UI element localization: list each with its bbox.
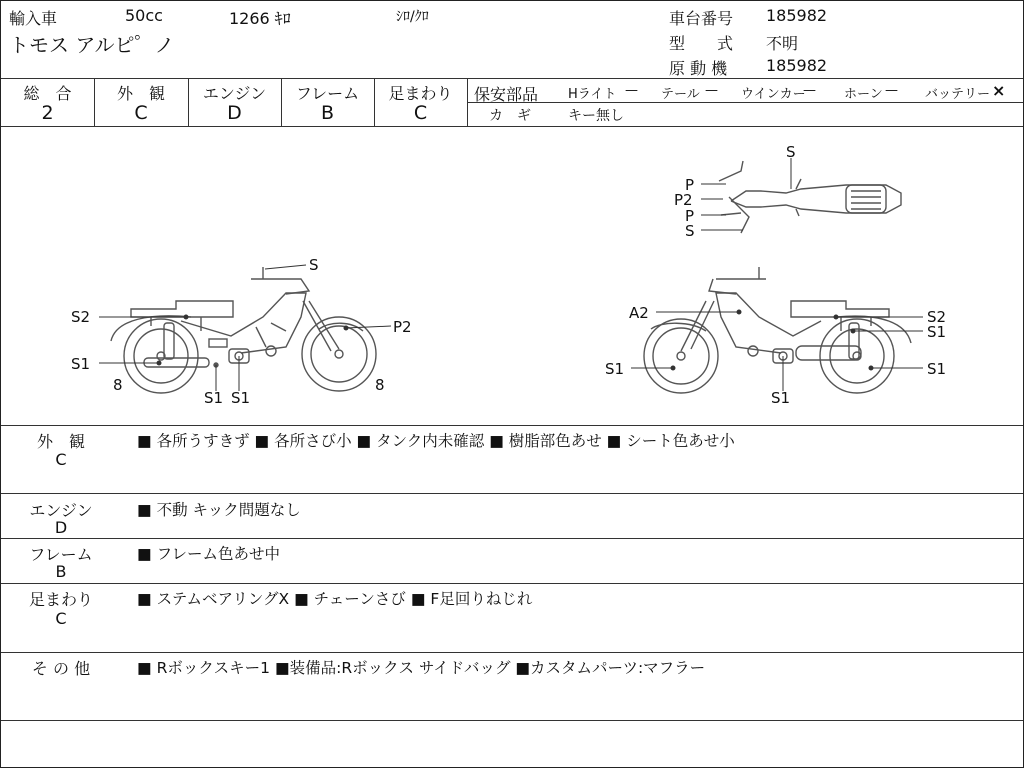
safety-item-horn: ホーン [844,87,883,102]
label-left-p2-front: P2 [393,318,412,336]
label-top-s: S [786,143,796,161]
section-grade-engine: D [54,518,68,537]
grade-label-overall: 総 合 [23,84,72,103]
label-right-s1-shock: S1 [927,323,947,341]
label-left-s2-seat: S2 [71,308,91,326]
safety-item-tail: テール [661,87,700,102]
safety-item-winker: ウインカー [741,87,806,102]
label-right-s1-rear: S1 [927,360,947,378]
grade-value-exterior: C [134,102,148,124]
safety-item-battery: バッテリー [925,87,991,102]
label-top-s-lower: S [685,222,695,240]
left-bike-drawing [111,267,376,393]
grade-value-frame: B [320,102,335,124]
safety-status-horn: — [885,83,898,98]
label-top-p2: P2 [674,191,693,209]
safety-item-headlight: Hライト [568,87,617,102]
safety-label: 保安部品 [474,85,539,104]
label-left-8-rear: 8 [113,376,123,394]
label-right-s1-engine: S1 [771,389,791,407]
section-label-suspension: 足まわり [28,590,93,609]
grade-label-frame: フレーム [295,84,360,103]
key-value: キー無し [568,108,624,124]
section-label-other: そ の 他 [31,659,91,678]
mileage: 1266 ｷﾛ [229,9,291,28]
section-notes-engine: ■ 不動 キック問題なし [137,501,301,519]
label-left-8-front: 8 [375,376,385,394]
divider [1,538,1023,539]
displacement: 50cc [125,6,163,25]
frame-no-label: 車台番号 [669,9,734,28]
grade-label-suspension: 足まわり [388,84,453,103]
section-label-exterior: 外 観 [36,432,85,451]
label-right-s2-seat: S2 [927,308,947,326]
section-notes-frame: ■ フレーム色あせ中 [137,545,280,563]
key-label: カ ギ [489,108,531,124]
label-left-s1-stand: S1 [204,389,224,407]
section-label-frame: フレーム [29,545,93,564]
type-label: 型 式 [669,34,734,53]
safety-status-winker: — [803,83,816,98]
top-bike-drawing [719,161,901,233]
grade-label-exterior: 外 観 [116,84,165,103]
divider [1,652,1023,653]
safety-status-battery: × [992,81,1006,100]
section-grade-suspension: C [55,609,67,628]
label-left-s1-muffler: S1 [71,355,91,373]
right-bike-drawing [644,267,911,393]
damage-diagram [1,1,1023,425]
model-name: トモス アルピ゜ノ [9,33,175,57]
color: ｼﾛ/ｸﾛ [396,9,429,25]
safety-status-tail: — [705,83,718,98]
label-right-s1-front: S1 [605,360,625,378]
label-left-s-mirror: S [309,256,319,274]
section-notes-other: ■ Rボックスキー1 ■装備品:Rボックス サイドバッグ ■カスタムパーツ:マフラー [137,659,706,677]
divider [1,583,1023,584]
divider [1,720,1023,721]
label-top-p-lower: P [685,207,695,225]
label-left-s1-engine: S1 [231,389,251,407]
divider [1,493,1023,494]
grade-value-overall: 2 [41,102,54,124]
label-top-p: P [685,176,695,194]
section-grade-frame: B [55,562,67,581]
engine-no: 185982 [766,56,828,75]
divider [1,425,1023,426]
section-notes-exterior: ■ 各所うすきず ■ 各所さび小 ■ タンク内未確認 ■ 樹脂部色あせ ■ シート色あせ小 [137,432,735,450]
leader-lines [99,158,923,391]
safety-status-headlight: — [625,83,638,98]
grade-value-engine: D [227,102,242,124]
section-notes-suspension: ■ ステムベアリングX ■ チェーンさび ■ F足回りねじれ [137,590,533,608]
category: 輸入車 [9,9,58,28]
engine-no-label: 原 動 機 [669,59,728,78]
section-label-engine: エンジン [29,501,93,520]
grade-label-engine: エンジン [202,84,267,103]
label-right-a2-shield: A2 [629,304,649,322]
grade-value-suspension: C [413,102,428,124]
frame-no: 185982 [766,6,828,25]
section-grade-exterior: C [55,450,67,469]
type-value: 不明 [766,34,799,53]
